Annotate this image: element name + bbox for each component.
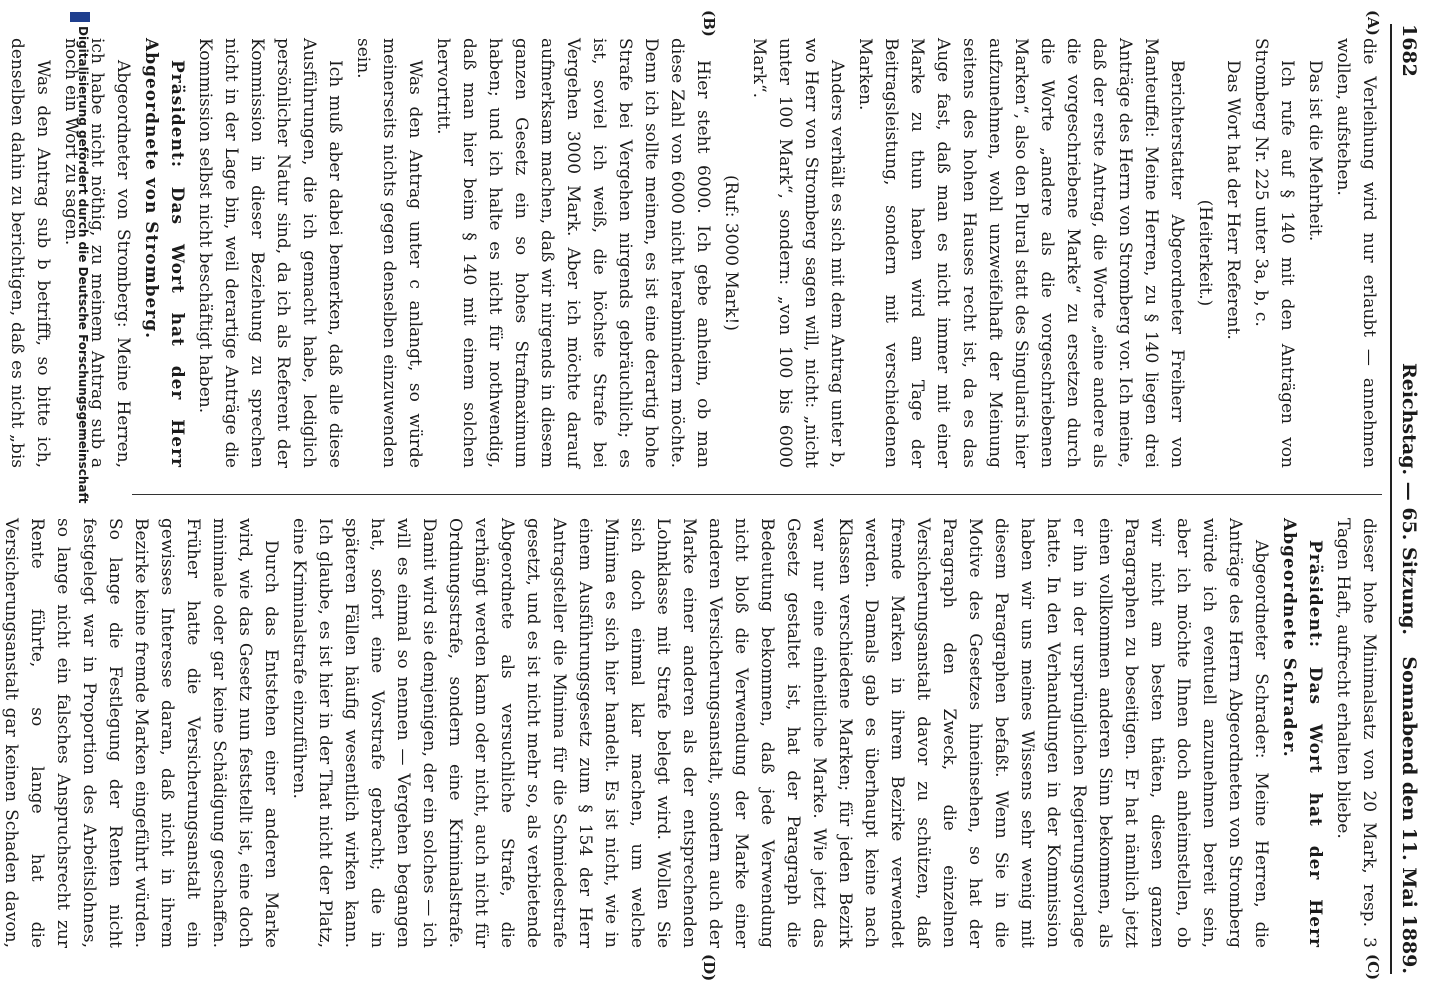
header-rule [1390,24,1392,974]
paragraph: Was den Antrag unter c anlangt, so würde meinerseits nichts gegen denselben einzuwenden sein. [353,38,425,468]
paragraph: Was den Antrag sub b betrifft, so bitte ich, denselben dahin zu berichtigen, daß es nicht „bis [7,38,53,468]
paragraph: Das Wort hat der Herr Referent. [1223,60,1243,340]
margin-letter-d: (D) [700,954,718,982]
paragraph: Das ist die Mehrheit. [1305,60,1325,242]
running-header [1394,24,1422,974]
paragraph: Berichterstatter Abgeordneter Freiherr von Manteuffel: Meine Herren, zu § 140 liegen drei Anträge des Herrn von Stromberg vor. Ich meine, daß der erste Antrag, die Worte „eine andere als die vorgeschriebene Marke“ zu ersetzen durch die Worte „andere als die vorgeschriebenen Marken“, also den Plural statt des Singularis hier aufzunehmen, wohl unzweifelhaft der Meinung seitens des hohen Hauses recht ist, da es das Auge fast, daß man es nicht immer mit einer Marke zu thun haben wird am Tage der Beitragsleistung, sondern mit verschiedenen Marken. [855,38,1187,468]
margin-letter-a: (A) [1364,10,1382,36]
paragraph: Ich muß aber dabei bemerken, daß alle diese Ausführungen, die ich gemacht habe, lediglich persönlicher Natur sind, da ich als Referent der Kommission in dieser Beziehung zu sprechen nicht in der Lage bin, weil derartige Anträge die Kommission selbst nicht beschäftigt haben. [195,38,345,468]
paragraph: Anders verhält es sich mit dem Antrag unter b, wo Herr von Stromberg sagen will, nicht: „nicht unter 100 Mark“, sondern: „von 100 bis 6000 Mark“. [749,38,847,468]
paragraph: (Ruf: 3000 Mark!) [721,175,741,331]
digitization-credit: Digitalisierung gefördert durch die Deutsche Forschungsgemeinschaft [76,26,90,504]
running-title: Reichstag. — 65. Sitzung. [1398,362,1420,636]
paragraph: Abgeordneter von Stromberg: Meine Herren, ich habe nicht nöthig, zu meinem Antrag sub a noch ein Wort zu sagen. [61,38,133,468]
paragraph: Hier steht 6000. Ich gebe anheim, ob man diese Zahl von 6000 nicht herabmindern möchte. Denn ich sollte meinen, es ist eine derartig hohe Strafe bei Vergehen nirgends gebräuchlich; es ist, soviel ich weiß, die höchste Strafe bei Vergehen 3000 Mark. Aber ich möchte darauf aufmerksam machen, daß wir nirgends in diesem ganzen Gesetz ein so hohes Strafmaximum haben; und ich halte es nicht für nothwendig, daß man hier beim § 140 mit einem solchen hervortritt. [433,38,713,468]
dfg-logo [70,12,90,22]
margin-letter-c: (C) [1364,954,1382,981]
paragraph: dieser hohe Minimalsatz von 20 Mark, resp. 3 Tagen Haft, aufrecht erhalten bliebe. [1333,518,1379,948]
page-number: 1682 [1398,24,1420,77]
paragraph: Abgeordneter Schrader: Meine Herren, die Anträge des Herrn Abgeordneten von Stromberg würde ich eventuell anzunehmen bereit sein, aber ich möchte Ihnen doch anheimstellen, ob wir nicht am besten thäten, diesen ganzen Paragraphen zu beseitigen. Er hat nämlich jetzt einen vollkommen anderen Sinn bekommen, als er ihn in der ursprünglichen Regierungsvorlage hatte. In den Verhandlungen in der Kommission haben wir uns meines Wissens sehr wenig mit diesem Paragraphen befaßt. Wenn Sie in die Motive des Gesetzes hineinsehen, so hat der Paragraph den Zweck, die einzelnen Versicherungsanstalt davor zu schützen, daß fremde Marken in ihrem Bezirke verwendet werden. Damals gab es überhaupt keine nach Klassen verschiedene Marken; für jeden Bezirk war nur eine einheitliche Marke. Wie jetzt das Gesetz gestaltet ist, hat der Paragraph die Bedeutung bekommen, daß jede Verwendung nicht bloß die Verwendung der Marke einer anderen Versicherungsanstalt, sondern auch der Marke einer anderen als der entsprechenden Lohnklasse mit Strafe belegt wird. Wollen Sie sich doch einmal klar machen, um welche Minima es sich hier handelt. Es ist nicht, wie in einem Ausführungsgesetz zum § 154 der Herr Antragsteller die Minima für die Schmiedestrafe gesetzt, und es ist nicht mehr so, als verbietende Abgeordnete als versuchliche Strafe, die verhängt werden kann oder nicht, auch nicht für Ordnungsstrafe, sondern eine Kriminalstrafe. Damit wird sie demjenigen, der ein solches — ich will es einmal so nennen — Vergehen begangen hat, sofort eine Vorstrafe gebracht; die in späteren Fällen häufig wesentlich wirken kann. Ich glaube, es ist hier in der That nicht der Platz, eine Kriminalstrafe einzuführen. [289,518,1271,948]
paragraph: (Heiterkeit.) [1195,199,1215,307]
rotated-document [1,10,1426,990]
paragraph: die Verleihung wird nur erlaubt — annehmen wollen, aufstehen. [1333,38,1379,468]
column-divider [132,494,1382,495]
margin-letter-b: (B) [700,10,718,37]
right-text-column [1,518,1382,948]
paragraph: Ich rufe auf § 140 mit den Anträgen von Stromberg Nr. 225 unter 3a, b, c. [1251,38,1297,468]
paragraph: Präsident: Das Wort hat der Herr Abgeordnete von Stromberg. [141,38,187,468]
paragraph: Präsident: Das Wort hat der Herr Abgeordnete Schrader. [1279,518,1325,948]
paragraph: Durch das Entstehen einer anderen Marke wird, wie das Gesetz nun feststellt ist, eine doch minimale oder gar keine Schädigung geschaffen. Früher hatte die Versicherungsanstalt ein gewisses Interesse daran, daß nicht in ihrem Bezirke keine fremde Marken eingeführt würden. So lange die Festlegung der Renten nicht festgelegt war in Proportion des Arbeitslohnes, so lange nicht ein falsches Anspruchsrecht zur Rente führte, so lange hat die Versicherungsanstalt gar keinen Schaden davon, [1,518,281,948]
session-date: Sonnabend den 11. Mai 1889. [1398,656,1420,974]
digitization-footer [50,10,90,990]
